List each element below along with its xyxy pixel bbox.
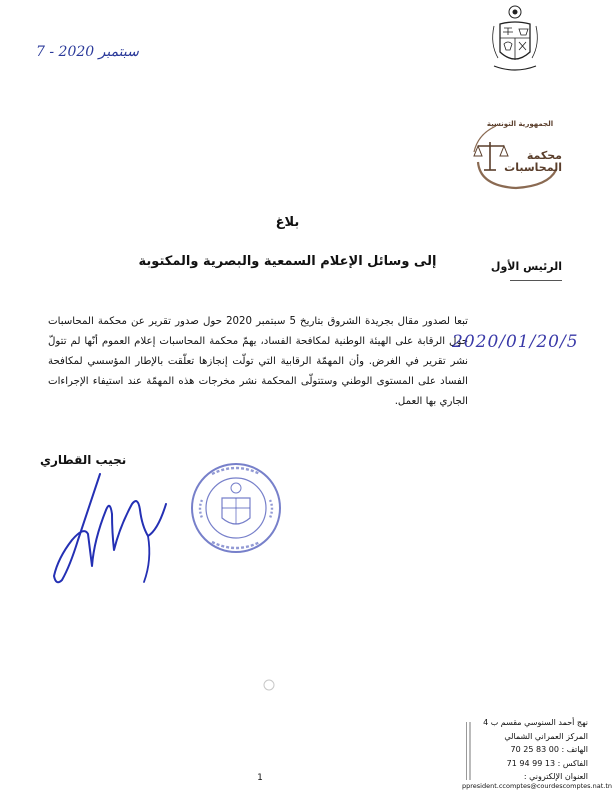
logo-republic-text: الجمهورية التونسية (486, 120, 554, 128)
faint-mark-icon (262, 678, 276, 692)
document-body: تبعا لصدور مقال بجريدة الشروق بتاريخ 5 سبتمبر 2020 حول صدور تقرير عن محكمة المحاسبات حول الرقابة على الهيئة الوطنية لمكافحة الفساد، يهمّ محكمة المحاسبات إعلام العموم أنّها لم تتولّ نشر تقرير في الغرض. وأن المهمّة الرقابية التي تولّت إنجازها تعلّقت بالإطار المؤسسي لمكافحة الفساد على المستوى الوطني وستتولّى المحكمة نشر مخرجات هذه المهمّة عند استيفاء الإجراءات الجاري بها العمل. (48, 316, 469, 407)
footer-email-label: العنوان الإلكتروني : (523, 772, 588, 781)
handwritten-date-secondary: 2020/01/20/5 (452, 332, 579, 352)
logo-court-name (506, 150, 562, 174)
footer-email[interactable]: ppresident.ccomptes@courdescomptes.nat.tn (462, 782, 612, 790)
handwritten-date: 7 - سبتمبر 2020 (36, 44, 139, 60)
footer-address (483, 716, 588, 784)
footer-address-line-2: المركز العمراني الشمالي (504, 731, 588, 741)
logo-court-line-2: المحاسبات (504, 161, 562, 174)
document-title: بلاغ (275, 215, 300, 230)
document-subtitle: إلى وسائل الإعلام السمعية والبصرية والمكتوبة (138, 254, 437, 269)
footer-address-line-1: نهج أحمد السنوسي مقسم ب 4 (483, 718, 588, 727)
coat-of-arms-icon (486, 4, 544, 78)
footer-fax: الفاكس : 13 99 94 71 (506, 758, 588, 768)
footer-phone: الهاتف : 00 83 25 70 (510, 745, 588, 754)
barcode-icon (464, 720, 474, 782)
page-number: 1 (257, 773, 263, 783)
position-underline (510, 280, 562, 281)
signer-position: الرئيس الأول (490, 260, 562, 273)
signer-name: نجيب القطاري (40, 453, 127, 467)
signature-icon (48, 470, 178, 590)
logo-court-line-1: محكمة (526, 149, 562, 162)
official-stamp-icon (188, 460, 284, 556)
